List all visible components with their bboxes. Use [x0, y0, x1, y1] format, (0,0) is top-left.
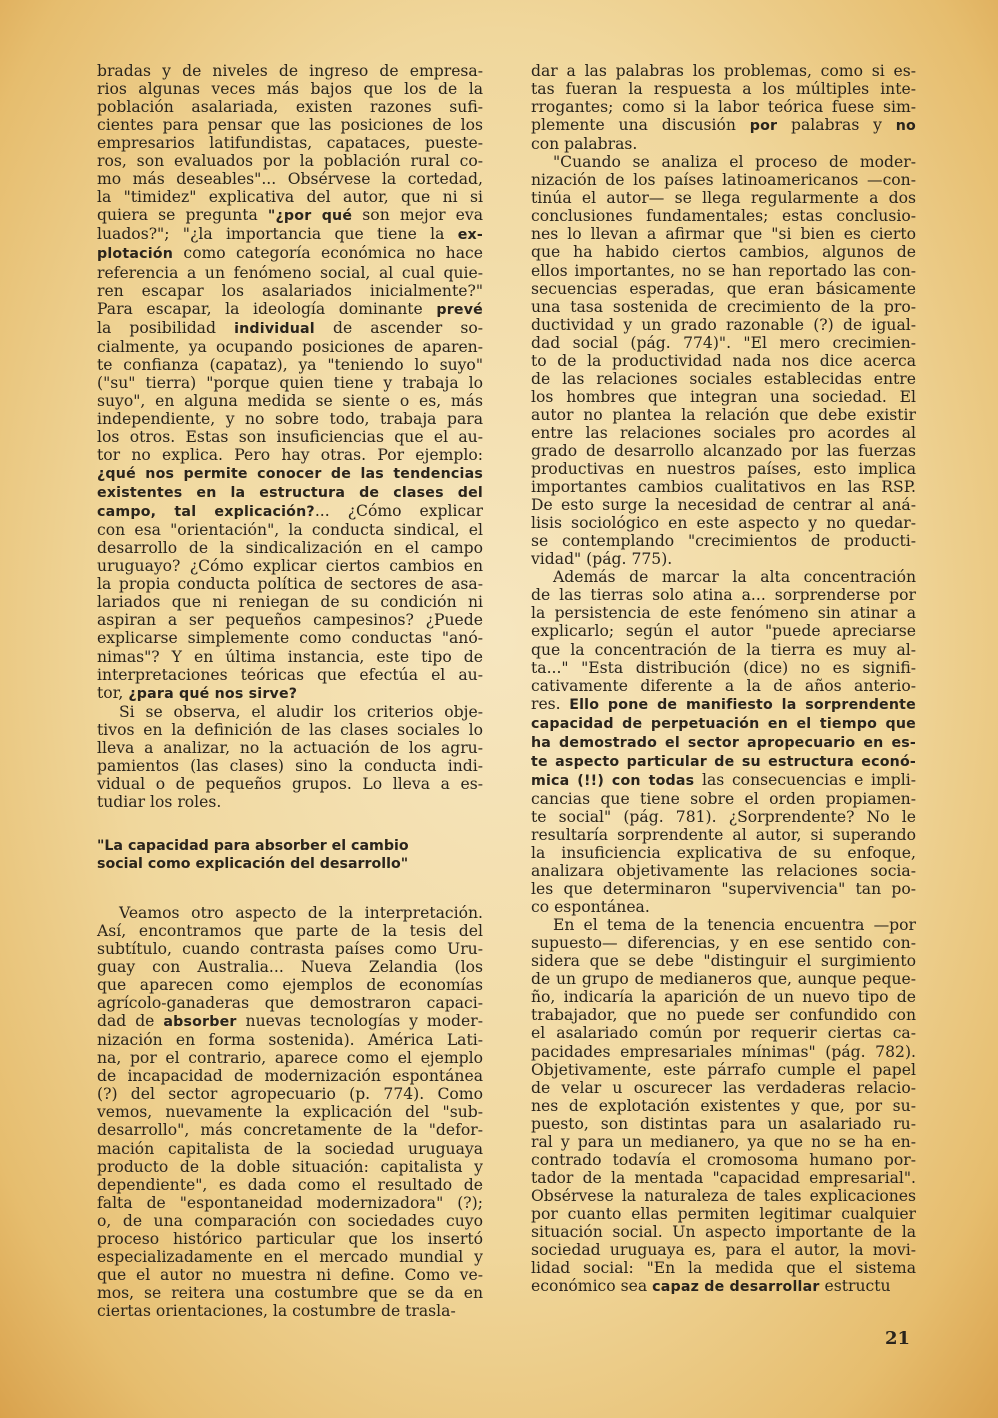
- text-line: situación social. Un aspecto importante de la: [531, 1223, 916, 1241]
- text-line: [97, 225, 483, 244]
- text-line: Obsérvese la naturaleza de tales explicaciones: [531, 1186, 916, 1205]
- text-line: [97, 483, 483, 502]
- text-line: la insuficiencia explicativa de su enfoque,: [531, 844, 916, 863]
- text-line: nes lo llevan a afirmar que "si bien es cierto: [531, 225, 916, 244]
- text-line: una tasa sostenida de crecimiento de la pro-: [531, 297, 916, 316]
- text-line: [531, 771, 916, 790]
- bold-run: por: [749, 118, 778, 135]
- section-heading: [97, 837, 483, 874]
- text-line: independiente, y no sobre todo, trabaja para: [97, 409, 483, 428]
- text-line: rrogantes; como si la labor teórica fuese sim-: [531, 98, 916, 117]
- text-line: [97, 464, 483, 483]
- text-line: les que determinaron "supervivencia" tan po-: [531, 880, 916, 899]
- text-line: mación capitalista de la sociedad uruguaya: [97, 1139, 483, 1158]
- text-line: nización en forma sostenida). América Lati-: [97, 1031, 483, 1050]
- text-run: Para escapar, la ideología dominante: [97, 299, 437, 318]
- text-line: nización de los países latinoamericanos —con-: [531, 171, 916, 190]
- text-line: [531, 752, 916, 771]
- page-number: 21: [885, 1328, 911, 1349]
- text-line: [531, 116, 916, 135]
- heading-line: social como explicación del desarrollo": [97, 856, 409, 873]
- text-line: o, de una comparación con sociedades cuyo: [97, 1211, 483, 1230]
- text-line: interpretaciones teóricas que efectúa el au-: [97, 665, 483, 684]
- text-line: grado de desarrollo alcanzado por las fuerzas: [531, 441, 916, 460]
- text-line: [97, 319, 483, 338]
- text-line: [531, 1277, 916, 1296]
- text-line: tor no explica. Pero hay otras. Por ejemplo:: [97, 445, 483, 464]
- text-run: quiera se pregunta: [97, 206, 268, 225]
- text-line: de velar u oscurecer las verdaderas relacio-: [531, 1078, 916, 1097]
- text-line: dependiente", es dada como el resultado de: [97, 1175, 483, 1194]
- text-line: sociedad uruguaya es, para el autor, la movi-: [531, 1241, 916, 1260]
- right-column: [531, 62, 916, 1296]
- text-line: la persistencia de este fenómeno sin atinar a: [531, 604, 916, 623]
- text-line: mo más deseables"... Obsérvese la cortedad,: [97, 170, 483, 189]
- text-line: [97, 1012, 483, 1031]
- text-line: (?) del sector agropecuario (p. 774). Como: [97, 1085, 483, 1104]
- right-paragraph-4: [531, 916, 916, 1296]
- text-run: económico sea: [531, 1277, 653, 1296]
- text-line: bradas y de niveles de ingreso de empresa-: [97, 62, 483, 80]
- text-line: Veamos otro aspecto de la interpretación.: [119, 903, 483, 922]
- text-line: Además de marcar la alta concentración: [553, 568, 916, 587]
- text-line: nes de explotación existentes y que, por su-: [531, 1096, 916, 1115]
- text-line: analizara objetivamente las relaciones socia-: [531, 862, 916, 881]
- text-line: importantes cambios cualitativos en las RSP.: [531, 478, 916, 497]
- text-line: secuencias esperadas, que eran básicamente: [531, 279, 916, 298]
- text-line: dad social (pág. 774)". "El mero crecimien-: [531, 333, 916, 352]
- text-line: con palabras.: [531, 135, 638, 154]
- text-line: vemos, nuevamente la explicación del "sub-: [97, 1103, 483, 1122]
- text-line: que ha habido ciertos cambios, algunos de: [531, 243, 916, 262]
- text-line: los hombres que integran una sociedad. El: [531, 387, 916, 406]
- text-line: "Cuando se analiza el proceso de moder-: [553, 153, 916, 172]
- text-run: res.: [531, 694, 570, 713]
- bold-run: existentes en la estructura de clases del: [97, 485, 483, 502]
- text-line: to de la productividad nada nos dice acerca: [531, 351, 916, 370]
- text-line: trabajador, que no puede ser confundido con: [531, 1006, 916, 1025]
- text-line: se contemplando "crecimientos de producti-: [531, 532, 916, 551]
- text-line: producto de la doble situación: capitalista y: [97, 1157, 483, 1176]
- bold-run: capacidad de perpetuación en el tiempo que: [531, 715, 916, 732]
- text-line: referencia a un fenómeno social, al cual quie-: [97, 263, 483, 282]
- text-line: de un grupo de medianeros que, aunque peque-: [531, 970, 916, 989]
- text-line: falta de "espontaneidad modernizadora" (?);: [97, 1193, 483, 1212]
- text-line: cativamente diferente a la de años anterio-: [531, 676, 916, 695]
- text-line: cientes para pensar que las posiciones de los: [97, 116, 483, 135]
- text-run: como categoría económica no hace: [173, 244, 483, 263]
- text-line: ño, indicaría la aparición de un nuevo tipo de: [531, 988, 916, 1007]
- text-line: tivos en la definición de las clases sociales lo: [97, 720, 483, 739]
- text-line: lariados que ni reniegan de su condición ni: [97, 593, 483, 612]
- text-line: población asalariada, existen razones sufi-: [97, 98, 483, 117]
- bold-run: "¿por qué: [267, 208, 353, 225]
- text-run: ... ¿Cómo explicar: [314, 502, 484, 521]
- text-line: la "timidez" explicativa del autor, que ni si: [97, 188, 483, 207]
- text-line: que el autor no muestra ni define. Como ve-: [97, 1265, 483, 1284]
- text-line: que la concentración de la tierra es muy al-: [531, 640, 916, 659]
- text-line: [531, 714, 916, 733]
- text-line: especializadamente en el mercado mundial y: [97, 1247, 483, 1266]
- left-paragraph-3: [97, 904, 483, 1320]
- text-line: tas fueran la respuesta a los múltiples inte-: [531, 80, 916, 99]
- text-line: contrado todavía el cromosoma humano por-: [531, 1150, 916, 1169]
- text-line: aspiran a ser pequeños campesinos? ¿Puede: [97, 611, 483, 630]
- text-line: pacidades empresariales mínimas" (pág. 782).: [531, 1042, 916, 1061]
- text-line: ductividad y un grado razonable (?) de igual-: [531, 315, 916, 334]
- text-line: suyo", en alguna medida se siente o es, más: [97, 391, 483, 410]
- text-line: nimas"? Y en última instancia, este tipo de: [97, 647, 483, 666]
- text-line: que aparecen como ejemplos de economías: [97, 976, 483, 995]
- text-line: explicarse simplemente como conductas "anó-: [97, 629, 483, 648]
- text-line: los otros. Estas son insuficiencias que el au-: [97, 427, 483, 446]
- text-run: palabras y: [777, 116, 896, 135]
- text-line: tudiar los roles.: [97, 792, 222, 811]
- bold-run: Ello pone de manifiesto la sorprendente: [569, 696, 916, 713]
- text-line: desarrollo", más concretamente de la "defor-: [97, 1121, 483, 1140]
- text-line: de incapacidad de modernización espontánea: [97, 1067, 483, 1086]
- text-line: ("su" tierra) "porque quien tiene y trabaja lo: [97, 373, 483, 392]
- text-run: la posibilidad: [97, 318, 235, 337]
- text-line: dar a las palabras los problemas, como si es-: [531, 62, 916, 80]
- text-line: guay con Australia... Nueva Zelandia (los: [97, 958, 483, 977]
- left-paragraph-2: [97, 703, 483, 811]
- bold-run: ¿qué nos permite conocer de las tendencias: [97, 466, 483, 483]
- text-run: estructu: [819, 1277, 891, 1296]
- text-line: En el tema de la tenencia encuentra —por: [553, 916, 916, 935]
- text-line: [97, 684, 483, 703]
- text-line: de las relaciones sociales establecidas entre: [531, 369, 916, 388]
- bold-run: no: [895, 118, 916, 135]
- text-line: sidera que se debe "distinguir el surgimiento: [531, 952, 916, 971]
- bold-run: mica (!!) con todas: [531, 772, 695, 789]
- bold-run: plotación: [97, 246, 174, 263]
- left-paragraph-1: [97, 62, 483, 703]
- bold-run: capaz de desarrollar: [652, 1279, 820, 1296]
- text-line: te confianza (capataz), ya "teniendo lo suyo": [97, 355, 483, 374]
- text-line: vidad" (pág. 775).: [531, 550, 673, 569]
- text-line: vidual o de pequeños grupos. Lo lleva a es-: [97, 774, 483, 793]
- text-line: ellos importantes, no se han reportado las con-: [531, 261, 916, 280]
- text-line: [97, 244, 483, 263]
- text-line: explicarlo; según el autor "puede apreciarse: [531, 622, 916, 641]
- right-paragraph-3: [531, 568, 916, 916]
- text-line: ren escapar los asalariados inicialmente?": [97, 281, 483, 300]
- text-line: De esto surge la necesidad de centrar al aná-: [531, 496, 916, 515]
- text-line: con esa "orientación", la conducta sindical, el: [97, 521, 483, 540]
- text-line: uruguayo? ¿Cómo explicar ciertos cambios en: [97, 557, 483, 576]
- text-run: de ascender so-: [314, 318, 483, 337]
- text-line: la propia conducta política de sectores de asa-: [97, 575, 483, 594]
- text-line: tador de la mentada "capacidad empresarial".: [531, 1168, 916, 1187]
- right-paragraph-2: [531, 153, 916, 568]
- text-line: lidad social: "En la medida que el sistema: [531, 1259, 916, 1278]
- text-line: [97, 206, 483, 225]
- bold-run: individual: [234, 320, 315, 337]
- text-line: Así, encontramos que parte de la tesis del: [97, 921, 483, 940]
- heading-line: "La capacidad para absorber el cambio: [97, 837, 409, 854]
- text-line: cialmente, ya ocupando posiciones de aparen-: [97, 337, 483, 356]
- text-line: ta..." "Esta distribución (dice) no es signifi-: [531, 658, 916, 677]
- text-line: co espontánea.: [531, 898, 650, 917]
- text-line: productivas en nuestros países, esto implica: [531, 460, 916, 479]
- bold-run: ha demostrado el sector apropecuario en es-: [531, 734, 916, 751]
- text-line: de las tierras solo atina a... sorprenderse por: [531, 586, 916, 605]
- bold-run: ¿para qué nos sirve?: [128, 685, 298, 702]
- text-line: autor no plantea la relación que debe existir: [531, 405, 916, 424]
- text-line: ciertas orientaciones, la costumbre de trasla-: [97, 1301, 456, 1320]
- text-line: na, por el contrario, aparece como el ejemplo: [97, 1049, 483, 1068]
- text-line: te social" (pág. 781). ¿Sorprendente? No le: [531, 807, 916, 826]
- bold-run: ex-: [457, 227, 483, 244]
- text-line: supuesto— diferencias, y en ese sentido con-: [531, 934, 916, 953]
- text-line: [531, 695, 916, 714]
- text-line: resultaría sorprendente al autor, si superando: [531, 825, 916, 844]
- text-run: son mejor eva: [352, 206, 484, 225]
- text-line: desarrollo de la sindicalización en el campo: [97, 539, 483, 558]
- text-line: [97, 300, 483, 319]
- bold-run: prevé: [436, 301, 483, 318]
- left-column: [97, 62, 483, 1320]
- text-run: tor,: [97, 683, 129, 702]
- text-line: por cuanto ellas permiten legitimar cualquier: [531, 1204, 916, 1223]
- text-line: rios algunas veces más bajos que los de la: [97, 80, 483, 99]
- text-line: mos, se reitera una costumbre que se da en: [97, 1283, 483, 1302]
- text-run: las consecuencias e impli-: [694, 770, 916, 789]
- text-line: conclusiones fundamentales; estas conclusio-: [531, 207, 916, 226]
- text-line: ral y para un medianero, ya que no se ha en-: [531, 1132, 916, 1151]
- bold-run: absorber: [163, 1014, 237, 1031]
- text-line: lleva a analizar, no la actuación de los agru-: [97, 738, 483, 757]
- text-line: [531, 733, 916, 752]
- text-run: luados?"; "¿la importancia que tiene la: [97, 225, 458, 244]
- text-run: plemente una discusión: [531, 116, 750, 135]
- text-line: lisis sociológico en este aspecto y no quedar-: [531, 514, 916, 533]
- text-line: [97, 502, 483, 521]
- text-line: Si se observa, el aludir los criterios obje-: [119, 702, 483, 721]
- bold-run: campo, tal explicación?: [97, 504, 315, 521]
- text-line: subtítulo, cuando contrasta países como Uru-: [97, 940, 483, 959]
- text-line: ros, son evaluados por la población rural co-: [97, 152, 483, 171]
- text-run: dad de: [97, 1012, 164, 1031]
- text-line: tinúa el autor— se llega regularmente a dos: [531, 189, 916, 208]
- text-line: proceso histórico particular que los insertó: [97, 1229, 483, 1248]
- text-line: el asalariado común por requerir ciertas ca-: [531, 1024, 916, 1043]
- text-line: cancias que tiene sobre el orden propiamen-: [531, 789, 916, 808]
- text-line: Objetivamente, este párrafo cumple el papel: [531, 1060, 916, 1079]
- right-paragraph-1: [531, 62, 916, 153]
- text-line: agrícolo-ganaderas que demostraron capaci-: [97, 994, 483, 1013]
- text-line: puesto, son distintas para un asalariado ru-: [531, 1114, 916, 1133]
- text-line: entre las relaciones sociales pro acordes al: [531, 423, 916, 442]
- bold-run: te aspecto particular de su estructura econó-: [531, 753, 916, 770]
- text-run: nuevas tecnologías y moder-: [236, 1012, 483, 1031]
- text-line: pamientos (las clases) sino la conducta indi-: [97, 756, 483, 775]
- text-line: empresarios latifundistas, capataces, pueste-: [97, 134, 483, 153]
